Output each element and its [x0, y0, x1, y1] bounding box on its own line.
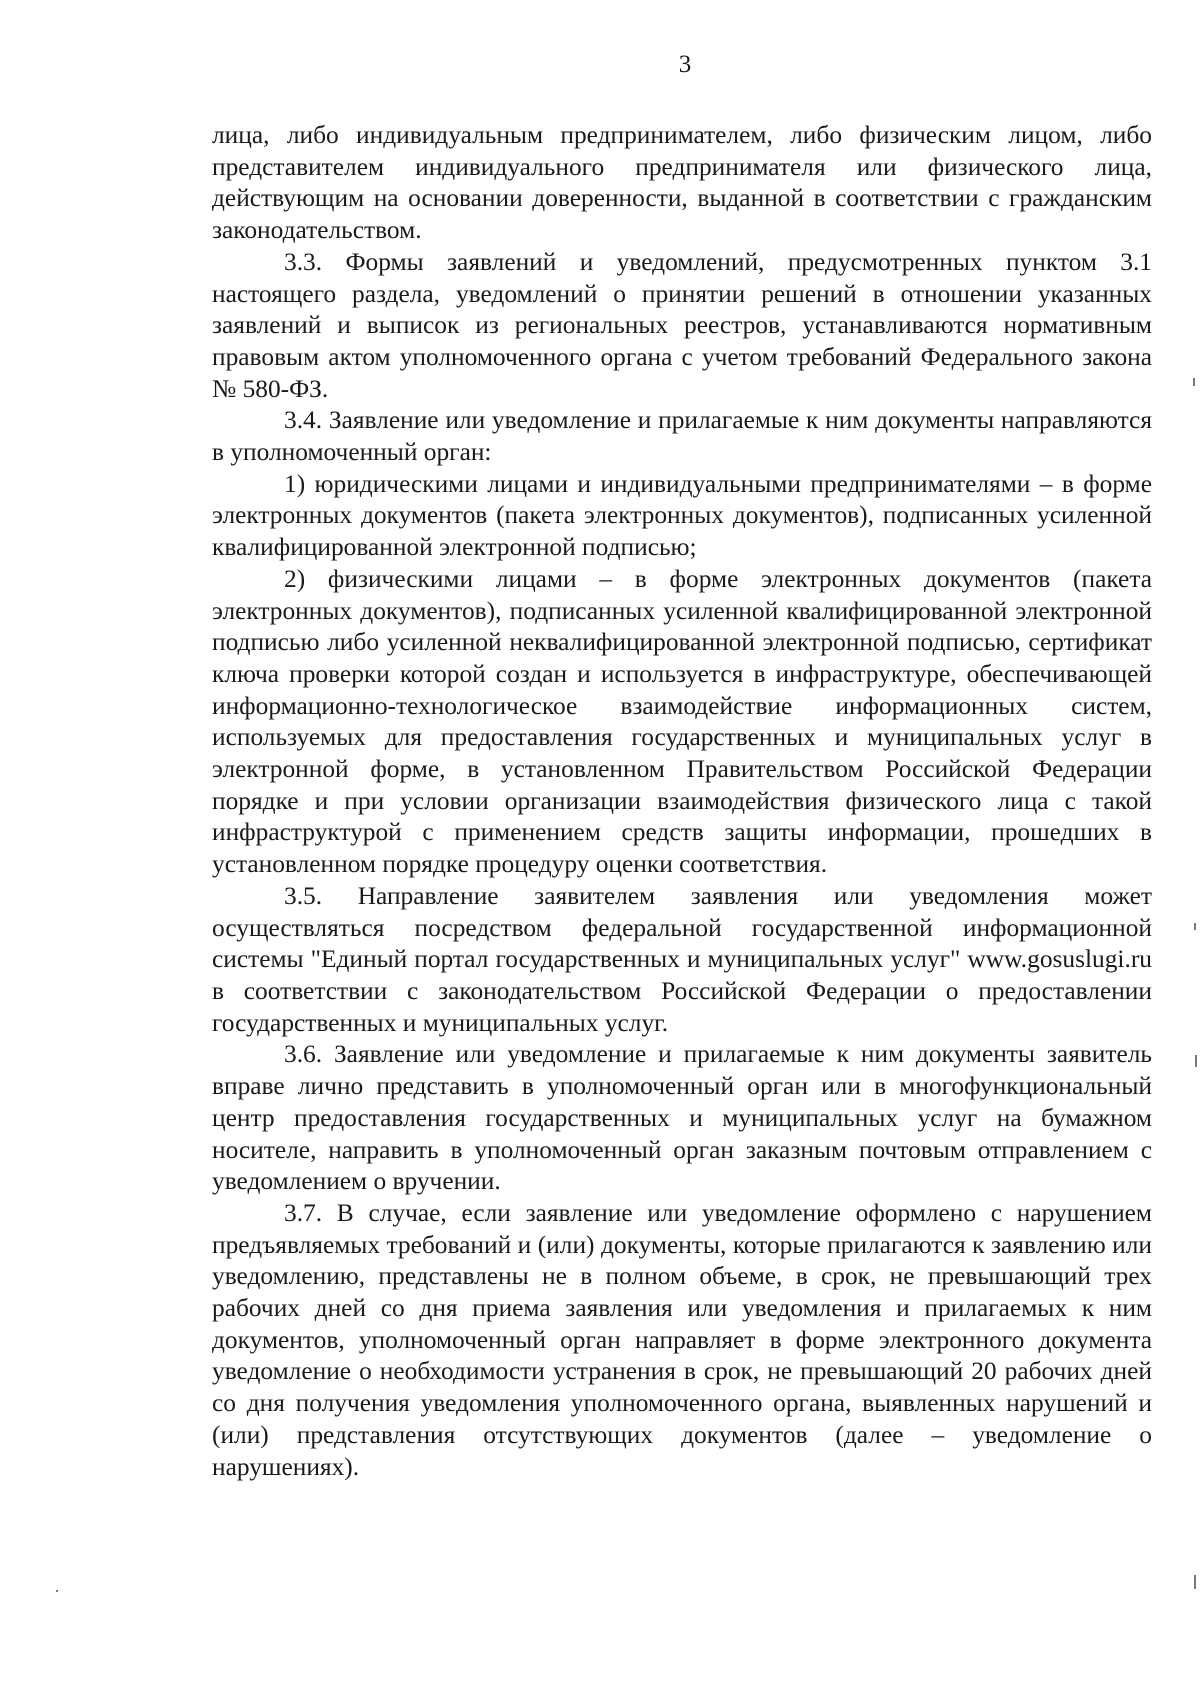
paragraph-3-5: 3.5. Направление заявителем заявления или уведомления может осуществляться посредством федеральной государственной информационной системы "Единый портал государственных и муниципальных услуг" www.gosuslugi.ru в соответствии с законодательством Российской Федерации о предоставлении государственных и муниципальных услуг.	[212, 881, 1152, 1037]
document-body	[212, 120, 1152, 1483]
scan-mark	[56, 1590, 58, 1592]
paragraph-3-4-item-1: 1) юридическими лицами и индивидуальными предпринимателями – в форме электронных документов (пакета электронных документов), подписанных усиленной квалифицированной электронной подписью;	[212, 469, 1152, 562]
scan-mark	[1194, 923, 1196, 930]
paragraph-3-4-item-2: 2) физическими лицами – в форме электронных документов (пакета электронных документов), подписанных усиленной квалифицированной электронной подписью либо усиленной неквалифицированной электронной подписью, сертификат ключа проверки которой создан и используется в инфраструктуре, обеспечивающей информационно-технологическое взаимодействие информационных систем, используемых для предоставления государственных и муниципальных услуг в электронной форме, в установленном Правительством Российской Федерации порядке и при условии организации взаимодействия физического лица с такой инфраструктурой с применением средств защиты информации, прошедших в установленном порядке процедуру оценки соответствия.	[212, 564, 1152, 879]
paragraph-3-6: 3.6. Заявление или уведомление и прилагаемые к ним документы заявитель вправе лично представить в уполномоченный орган или в многофункциональный центр предоставления государственных и муниципальных услуг на бумажном носителе, направить в уполномоченный орган заказным почтовым отправлением с уведомлением о вручении.	[212, 1040, 1152, 1196]
scan-mark	[1193, 378, 1195, 386]
scan-mark	[1194, 1575, 1196, 1589]
paragraph-3-7: 3.7. В случае, если заявление или уведомление оформлено с нарушением предъявляемых требований и (или) документы, которые прилагаются к заявлению или уведомлению, представлены не в полном объеме, в срок, не превышающий трех рабочих дней со дня приема заявления или уведомления и прилагаемых к ним документов, уполномоченный орган направляет в форме электронного документа уведомление о необходимости устранения в срок, не превышающий 20 рабочих дней со дня получения уведомления уполномоченного органа, выявленных нарушений и (или) представления отсутствующих документов (далее – уведомление о нарушениях).	[212, 1198, 1152, 1481]
scan-mark	[1195, 1055, 1197, 1067]
paragraph-3-3: 3.3. Формы заявлений и уведомлений, предусмотренных пунктом 3.1 настоящего раздела, уведомлений о принятии решений в отношении указанных заявлений и выписок из региональных реестров, устанавливаются нормативным правовым актом уполномоченного органа с учетом требований Федерального закона № 580-ФЗ.	[212, 247, 1152, 403]
paragraph-3-4: 3.4. Заявление или уведомление и прилагаемые к ним документы направляются в уполномоченный орган:	[212, 406, 1152, 467]
paragraph-continuation: лица, либо индивидуальным предпринимателем, либо физическим лицом, либо представителем индивидуального предпринимателя или физического лица, действующим на основании доверенности, выданной в соответствии с гражданским законодательством.	[212, 121, 1152, 245]
page-number: 3	[678, 51, 692, 78]
